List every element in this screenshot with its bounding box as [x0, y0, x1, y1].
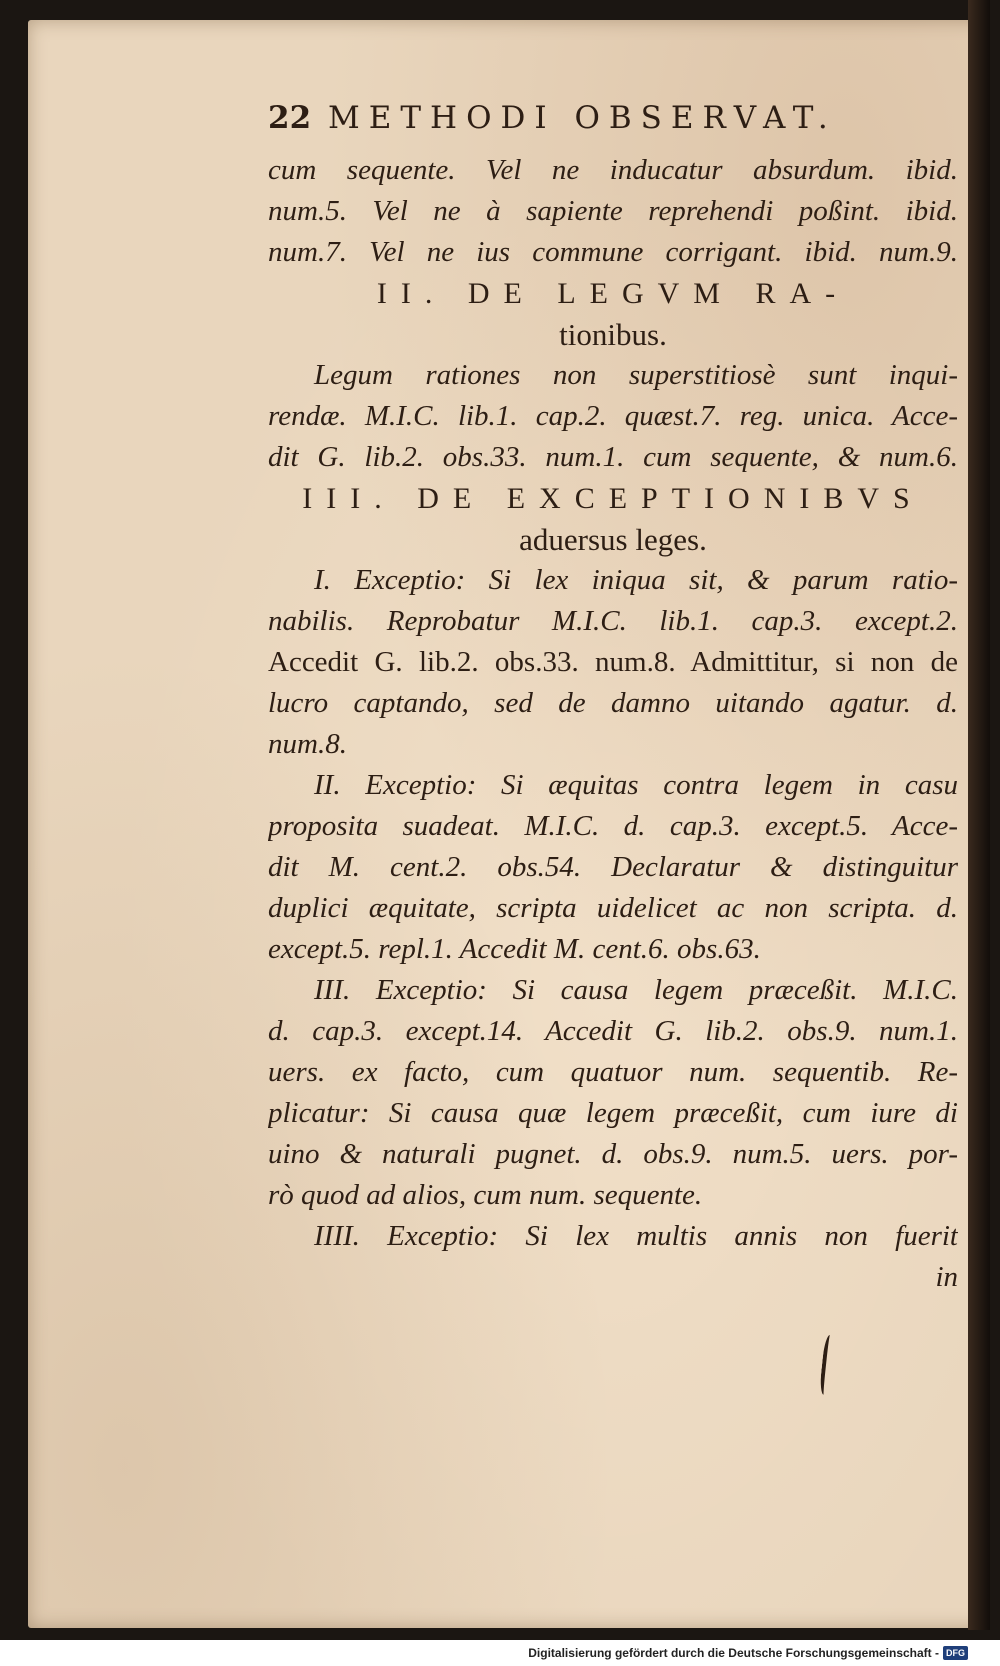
text-line: proposita suadeat. M.I.C. d. cap.3. except.5. Acce-: [268, 810, 958, 842]
text-line: num.7. Vel ne ius commune corrigant. ibid. num.9.: [268, 236, 958, 268]
dfg-logo: DFG: [943, 1646, 968, 1660]
text-line: rò quod ad alios, cum num. sequente.: [268, 1179, 703, 1211]
page-number: 22: [268, 100, 312, 136]
text-line: nabilis. Reprobatur M.I.C. lib.1. cap.3. except.2.: [268, 605, 958, 637]
text-line: III. Exceptio: Si causa legem præceßit. M.I.C.: [314, 974, 958, 1006]
text-line: d. cap.3. except.14. Accedit G. lib.2. obs.9. num.1.: [268, 1015, 958, 1047]
text-line: uino & naturali pugnet. d. obs.9. num.5. uers. por-: [268, 1138, 958, 1170]
text-line: dit G. lib.2. obs.33. num.1. cum sequente, & num.6.: [268, 441, 958, 473]
text-line: II. Exceptio: Si æquitas contra legem in casu: [314, 769, 958, 801]
section-title: III. DE EXCEPTIONIBVS: [302, 482, 924, 515]
section-subtitle: aduersus leges.: [519, 522, 707, 557]
running-header: [268, 100, 958, 150]
section-subtitle: tionibus.: [559, 317, 667, 352]
text-line: except.5. repl.1. Accedit M. cent.6. obs.63.: [268, 933, 761, 965]
text-line: uers. ex facto, cum quatuor num. sequentib. Re-: [268, 1056, 958, 1088]
text-line: num.5. Vel ne à sapiente reprehendi poßint. ibid.: [268, 195, 958, 227]
text-line: duplici æquitate, scripta uidelicet ac non scripta. d.: [268, 892, 958, 924]
footer-credit: [528, 1640, 968, 1666]
text-line: plicatur: Si causa quæ legem præceßit, cum iure di: [268, 1097, 958, 1129]
text-line: IIII. Exceptio: Si lex multis annis non fuerit: [314, 1220, 958, 1252]
page-edge-shadow: [968, 0, 990, 1630]
text-line: I. Exceptio: Si lex iniqua sit, & parum ratio-: [314, 564, 958, 596]
text-line: Legum rationes non superstitiosè sunt inqui-: [314, 359, 958, 391]
text-line: rendæ. M.I.C. lib.1. cap.2. quæst.7. reg. unica. Acce-: [268, 400, 958, 432]
running-title: METHODI OBSERVAT.: [328, 100, 837, 136]
text-line: cum sequente. Vel ne inducatur absurdum. ibid.: [268, 154, 958, 186]
footer-text: Digitalisierung gefördert durch die Deutsche Forschungsgemeinschaft -: [528, 1646, 939, 1660]
text-line: num.8.: [268, 728, 347, 760]
text-block: [268, 100, 958, 1298]
text-line: lucro captando, sed de damno uitando agatur. d.: [268, 687, 958, 719]
text-line: Accedit G. lib.2. obs.33. num.8. Admittitur, si non de: [268, 646, 958, 678]
text-line: dit M. cent.2. obs.54. Declaratur & distinguitur: [268, 851, 958, 883]
catchword: in: [935, 1261, 958, 1293]
section-title: II. DE LEGVM RA-: [376, 277, 850, 310]
